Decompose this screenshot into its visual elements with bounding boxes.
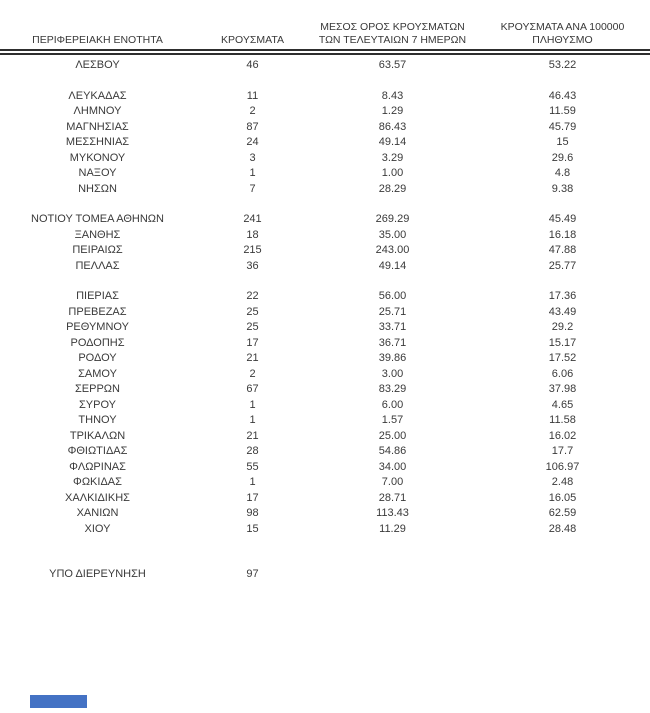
per100k-value: 15: [556, 136, 569, 148]
cases-value: 25: [246, 321, 259, 333]
per100k-value: 17.52: [548, 352, 577, 364]
per100k-value: 25.77: [548, 259, 577, 272]
avg7-value: 34.00: [378, 460, 407, 473]
table-row: [0, 274, 650, 305]
avg7-value: [310, 537, 475, 583]
region-name: ΛΕΣΒΟΥ: [75, 59, 120, 71]
cases-value: 24: [246, 136, 259, 148]
cases-value: 215: [243, 244, 262, 256]
region-name: ΤΗΝΟΥ: [78, 414, 117, 426]
per100k-value: 4.65: [551, 398, 574, 411]
table-row: [0, 228, 650, 244]
avg7-value: 113.43: [376, 507, 409, 519]
per100k-value: 17.7: [551, 445, 574, 457]
covid-region-table-page: [0, 21, 650, 583]
cases-value: 22: [246, 290, 259, 302]
col-header-avg7-line1: ΜΕΣΟΣ ΟΡΟΣ ΚΡΟΥΣΜΑΤΩΝ: [320, 21, 465, 33]
cases-value: 97: [246, 568, 259, 580]
region-name: ΛΗΜΝΟΥ: [73, 105, 122, 117]
cases-value: 55: [246, 460, 259, 473]
per100k-value: 29.2: [551, 321, 574, 333]
per100k-value: 11.59: [549, 105, 576, 117]
per100k-value: 17.36: [548, 290, 577, 302]
table-row: [0, 351, 650, 367]
cases-value: 28: [246, 445, 259, 457]
cases-value: 2: [249, 367, 256, 380]
avg7-value: 3.00: [381, 367, 404, 380]
region-name: ΝΑΞΟΥ: [78, 167, 117, 179]
region-name: ΞΑΝΘΗΣ: [74, 228, 121, 241]
region-name: ΠΙΕΡΙΑΣ: [76, 290, 119, 302]
per100k-value: [475, 537, 650, 583]
col-header-cases: [195, 21, 310, 50]
region-name: ΝΟΤΙΟΥ ΤΟΜΕΑ ΑΘΗΝΩΝ: [31, 213, 164, 225]
cases-value: 46: [246, 59, 259, 71]
avg7-value: 8.43: [381, 89, 404, 102]
region-name: ΜΕΣΣΗΝΙΑΣ: [65, 136, 130, 148]
table-row: [0, 444, 650, 460]
avg7-value: 86.43: [378, 120, 407, 133]
avg7-value: 1.57: [381, 414, 404, 426]
per100k-value: 28.48: [548, 522, 577, 535]
table-row: [0, 413, 650, 429]
avg7-value: 25.71: [378, 305, 407, 318]
per100k-value: 29.6: [551, 151, 574, 164]
avg7-value: 269.29: [375, 213, 410, 225]
avg7-value: 49.14: [378, 136, 407, 148]
per100k-value: 62.59: [548, 507, 577, 519]
table-row: [0, 506, 650, 522]
avg7-value: 25.00: [378, 429, 407, 442]
avg7-value: 3.29: [381, 151, 404, 164]
col-header-per100k: [475, 21, 650, 50]
table-row: [0, 320, 650, 336]
table-row: [0, 336, 650, 352]
per100k-value: 45.79: [548, 120, 577, 133]
cases-value: 2: [249, 105, 256, 117]
region-name: ΥΠΟ ΔΙΕΡΕΥΝΗΣΗ: [49, 568, 146, 580]
per100k-value: 43.49: [548, 305, 577, 318]
region-name: ΜΑΓΝΗΣΙΑΣ: [66, 120, 129, 133]
per100k-value: 15.17: [548, 336, 577, 349]
region-name: ΦΛΩΡΙΝΑΣ: [69, 460, 126, 473]
col-header-region-label: ΠΕΡΙΦΕΡΕΙΑΚΗ ΕΝΟΤΗΤΑ: [32, 33, 163, 46]
region-name: ΠΡΕΒΕΖΑΣ: [68, 305, 127, 318]
cases-value: 15: [246, 522, 259, 535]
table-row: [0, 537, 650, 583]
table-row: [0, 151, 650, 167]
table-row: [0, 382, 650, 398]
cases-value: 1: [249, 398, 256, 411]
table-row: [0, 259, 650, 275]
per100k-value: 46.43: [548, 89, 577, 102]
cases-value: 11: [246, 89, 259, 102]
per100k-value: 45.49: [548, 213, 577, 225]
table-row: [0, 475, 650, 491]
table-row: [0, 460, 650, 476]
col-header-cases-label: ΚΡΟΥΣΜΑΤΑ: [221, 33, 284, 46]
avg7-value: 1.29: [381, 105, 404, 117]
avg7-value: 1.00: [381, 167, 404, 179]
per100k-value: 16.05: [548, 491, 577, 504]
region-name: ΣΑΜΟΥ: [78, 367, 117, 380]
col-header-avg7-line2: ΤΩΝ ΤΕΛΕΥΤΑΙΩΝ 7 ΗΜΕΡΩΝ: [318, 33, 467, 46]
cases-by-region-table: [0, 21, 650, 583]
cases-value: 21: [246, 429, 259, 442]
table-row: [0, 243, 650, 259]
per100k-value: 16.02: [548, 429, 577, 442]
table-row: [0, 135, 650, 151]
region-name: ΧΑΝΙΩΝ: [76, 507, 119, 519]
cases-value: 241: [243, 213, 262, 225]
region-name: ΠΕΙΡΑΙΩΣ: [72, 244, 123, 256]
avg7-value: 49.14: [378, 259, 407, 272]
region-name: ΧΙΟΥ: [84, 522, 111, 535]
avg7-value: 54.86: [378, 445, 407, 457]
region-name: ΡΕΘΥΜΝΟΥ: [66, 321, 129, 333]
region-name: ΠΕΛΛΑΣ: [75, 259, 120, 272]
table-row: [0, 398, 650, 414]
cases-value: 67: [246, 383, 259, 395]
cases-value: 21: [246, 352, 259, 364]
table-row: [0, 367, 650, 383]
region-name: ΦΩΚΙΔΑΣ: [73, 476, 122, 488]
region-name: ΧΑΛΚΙΔΙΚΗΣ: [65, 491, 130, 504]
cases-value: 25: [246, 305, 259, 318]
cases-value: 18: [246, 228, 259, 241]
table-row: [0, 55, 650, 74]
col-header-avg7: [310, 21, 475, 50]
per100k-value: 11.58: [549, 414, 576, 426]
region-name: ΤΡΙΚΑΛΩΝ: [69, 429, 126, 442]
table-row: [0, 305, 650, 321]
table-row: [0, 429, 650, 445]
region-name: ΦΘΙΩΤΙΔΑΣ: [67, 445, 128, 457]
avg7-value: 7.00: [381, 476, 404, 488]
per100k-value: 47.88: [548, 244, 577, 256]
region-name: ΛΕΥΚΑΔΑΣ: [68, 89, 127, 102]
cases-value: 3: [249, 151, 256, 164]
cases-value: 36: [246, 259, 259, 272]
col-header-region: [0, 21, 195, 50]
table-row: [0, 120, 650, 136]
cases-value: 17: [246, 491, 259, 504]
avg7-value: 28.29: [378, 182, 407, 195]
per100k-value: 16.18: [548, 228, 577, 241]
per100k-value: 2.48: [551, 476, 574, 488]
region-name: ΣΥΡΟΥ: [78, 398, 116, 411]
per100k-value: 37.98: [548, 383, 577, 395]
per100k-value: 4.8: [554, 167, 571, 179]
table-row: [0, 74, 650, 105]
col-header-per100k-line2: ΠΛΗΘΥΣΜΟ: [532, 33, 593, 46]
avg7-value: 63.57: [378, 59, 407, 71]
avg7-value: 39.86: [378, 352, 407, 364]
region-name: ΜΥΚΟΝΟΥ: [69, 151, 126, 164]
header-row: [0, 21, 650, 50]
table-row: [0, 182, 650, 198]
per100k-value: 9.38: [551, 182, 574, 195]
per100k-value: 6.06: [551, 367, 574, 380]
cases-value: 87: [246, 120, 259, 133]
per100k-value: 106.97: [545, 460, 580, 473]
per100k-value: 53.22: [548, 59, 577, 71]
table-row: [0, 491, 650, 507]
region-name: ΡΟΔΟΥ: [78, 352, 117, 364]
col-header-per100k-line1: ΚΡΟΥΣΜΑΤΑ ΑΝΑ 100000: [500, 21, 625, 33]
avg7-value: 28.71: [378, 491, 407, 504]
avg7-value: 35.00: [378, 228, 407, 241]
region-name: ΝΗΣΩΝ: [78, 182, 117, 195]
region-name: ΣΕΡΡΩΝ: [75, 383, 120, 395]
table-row: [0, 522, 650, 538]
cases-value: 17: [246, 336, 259, 349]
table-row: [0, 197, 650, 228]
avg7-value: 83.29: [378, 383, 407, 395]
cases-value: 1: [249, 476, 256, 488]
avg7-value: 36.71: [378, 336, 407, 349]
avg7-value: 33.71: [378, 321, 407, 333]
avg7-value: 6.00: [381, 398, 404, 411]
cases-value: 1: [249, 167, 256, 179]
avg7-value: 11.29: [379, 522, 406, 535]
table-row: [0, 104, 650, 120]
region-name: ΡΟΔΟΠΗΣ: [70, 336, 125, 349]
avg7-value: 56.00: [378, 290, 407, 302]
bottom-blue-bar: [30, 695, 87, 708]
avg7-value: 243.00: [375, 244, 410, 256]
table-row: [0, 166, 650, 182]
cases-value: 1: [249, 414, 256, 426]
cases-value: 98: [246, 507, 259, 519]
cases-value: 7: [249, 182, 256, 195]
